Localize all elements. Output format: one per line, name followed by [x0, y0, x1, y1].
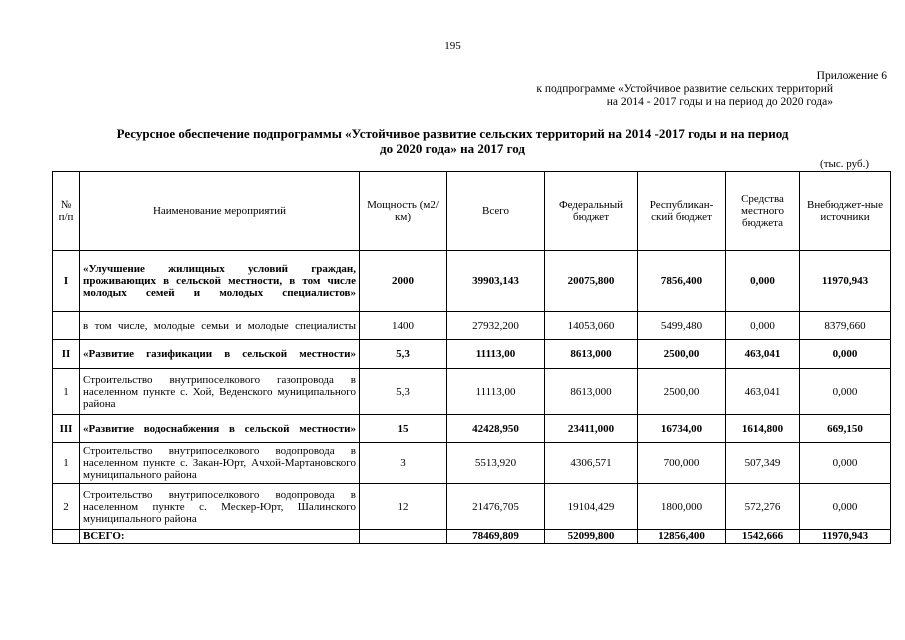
- cell-name: «Улучшение жилищных условий граждан, проживающих в сельской местности, в том числе молодых семей и молодых специалистов»: [80, 251, 360, 312]
- cell-total: 5513,920: [447, 443, 545, 484]
- cell-extra: 0,000: [800, 484, 891, 530]
- cell-local: 1614,800: [726, 415, 800, 443]
- cell-capacity: [360, 530, 447, 544]
- cell-federal: 8613,000: [545, 369, 638, 415]
- cell-local: 0,000: [726, 312, 800, 340]
- table-header-row: [53, 172, 891, 251]
- cell-republic: 5499,480: [638, 312, 726, 340]
- cell-extra: 11970,943: [800, 530, 891, 544]
- cell-local: 1542,666: [726, 530, 800, 544]
- cell-capacity: 3: [360, 443, 447, 484]
- appendix-line-3: на 2014 - 2017 годы и на период до 2020 года»: [606, 96, 833, 108]
- cell-total: 42428,950: [447, 415, 545, 443]
- cell-name: Строительство внутрипоселкового газопровода в населенном пункте с. Хой, Веденского муниципального района: [80, 369, 360, 415]
- totals-label: ВСЕГО:: [80, 530, 360, 544]
- cell-federal: 23411,000: [545, 415, 638, 443]
- cell-num: 1: [53, 369, 80, 415]
- cell-capacity: 5,3: [360, 369, 447, 415]
- cell-num: 2: [53, 484, 80, 530]
- units-label: (тыс. руб.): [820, 158, 869, 170]
- table-row: [53, 415, 891, 443]
- appendix-note: [536, 70, 887, 109]
- cell-capacity: 2000: [360, 251, 447, 312]
- table-row: [53, 312, 891, 340]
- cell-name: «Развитие газификации в сельской местности»: [80, 340, 360, 369]
- cell-total: 39903,143: [447, 251, 545, 312]
- table-row: [53, 369, 891, 415]
- cell-name: Строительство внутрипоселкового водопровода в населенном пункте с. Закан-Юрт, Ачхой-Мартановского муниципального района: [80, 443, 360, 484]
- cell-name: Строительство внутрипоселкового водопровода в населенном пункте с. Мескер-Юрт, Шалинского муниципального района: [80, 484, 360, 530]
- cell-local: 572,276: [726, 484, 800, 530]
- header-name: Наименование мероприятий: [80, 172, 360, 251]
- header-federal: Федеральный бюджет: [545, 172, 638, 251]
- totals-row: [53, 530, 891, 544]
- cell-capacity: 12: [360, 484, 447, 530]
- cell-republic: 16734,00: [638, 415, 726, 443]
- header-total: Всего: [447, 172, 545, 251]
- table-row: [53, 443, 891, 484]
- appendix-line-1: Приложение 6: [816, 70, 887, 82]
- cell-federal: 20075,800: [545, 251, 638, 312]
- table-row: [53, 340, 891, 369]
- cell-local: 0,000: [726, 251, 800, 312]
- cell-federal: 8613,000: [545, 340, 638, 369]
- cell-num: [53, 530, 80, 544]
- cell-extra: 0,000: [800, 443, 891, 484]
- cell-federal: 52099,800: [545, 530, 638, 544]
- cell-extra: 8379,660: [800, 312, 891, 340]
- cell-num: [53, 312, 80, 340]
- header-local: Средства местного бюджета: [726, 172, 800, 251]
- cell-extra: 669,150: [800, 415, 891, 443]
- cell-extra: 11970,943: [800, 251, 891, 312]
- cell-republic: 700,000: [638, 443, 726, 484]
- header-extra: Внебюджет-ные источники: [800, 172, 891, 251]
- cell-extra: 0,000: [800, 340, 891, 369]
- cell-federal: 4306,571: [545, 443, 638, 484]
- appendix-line-2: к подпрограмме «Устойчивое развитие сельских территорий: [536, 83, 833, 95]
- cell-total: 11113,00: [447, 340, 545, 369]
- cell-capacity: 1400: [360, 312, 447, 340]
- cell-federal: 14053,060: [545, 312, 638, 340]
- title-line-1: Ресурсное обеспечение подпрограммы «Устойчивое развитие сельских территорий на 2014 -2017 годы и на период: [116, 126, 789, 141]
- document-title: [40, 126, 865, 156]
- cell-total: 78469,809: [447, 530, 545, 544]
- page-number: 195: [444, 40, 461, 52]
- cell-num: II: [53, 340, 80, 369]
- title-line-2: до 2020 года» на 2017 год: [380, 141, 525, 156]
- cell-capacity: 5,3: [360, 340, 447, 369]
- table-row: [53, 251, 891, 312]
- cell-local: 507,349: [726, 443, 800, 484]
- cell-federal: 19104,429: [545, 484, 638, 530]
- header-republic: Республикан-ский бюджет: [638, 172, 726, 251]
- cell-republic: 2500,00: [638, 369, 726, 415]
- resource-table: [52, 171, 891, 544]
- cell-capacity: 15: [360, 415, 447, 443]
- cell-local: 463,041: [726, 340, 800, 369]
- cell-name: в том числе, молодые семьи и молодые специалисты: [80, 312, 360, 340]
- cell-local: 463,041: [726, 369, 800, 415]
- cell-extra: 0,000: [800, 369, 891, 415]
- header-capacity: Мощность (м2/км): [360, 172, 447, 251]
- table-row: [53, 484, 891, 530]
- cell-num: 1: [53, 443, 80, 484]
- header-num: № п/п: [53, 172, 80, 251]
- cell-num: I: [53, 251, 80, 312]
- cell-name: «Развитие водоснабжения в сельской местности»: [80, 415, 360, 443]
- cell-total: 27932,200: [447, 312, 545, 340]
- cell-republic: 7856,400: [638, 251, 726, 312]
- cell-total: 11113,00: [447, 369, 545, 415]
- cell-num: III: [53, 415, 80, 443]
- cell-republic: 12856,400: [638, 530, 726, 544]
- cell-republic: 2500,00: [638, 340, 726, 369]
- cell-republic: 1800,000: [638, 484, 726, 530]
- cell-total: 21476,705: [447, 484, 545, 530]
